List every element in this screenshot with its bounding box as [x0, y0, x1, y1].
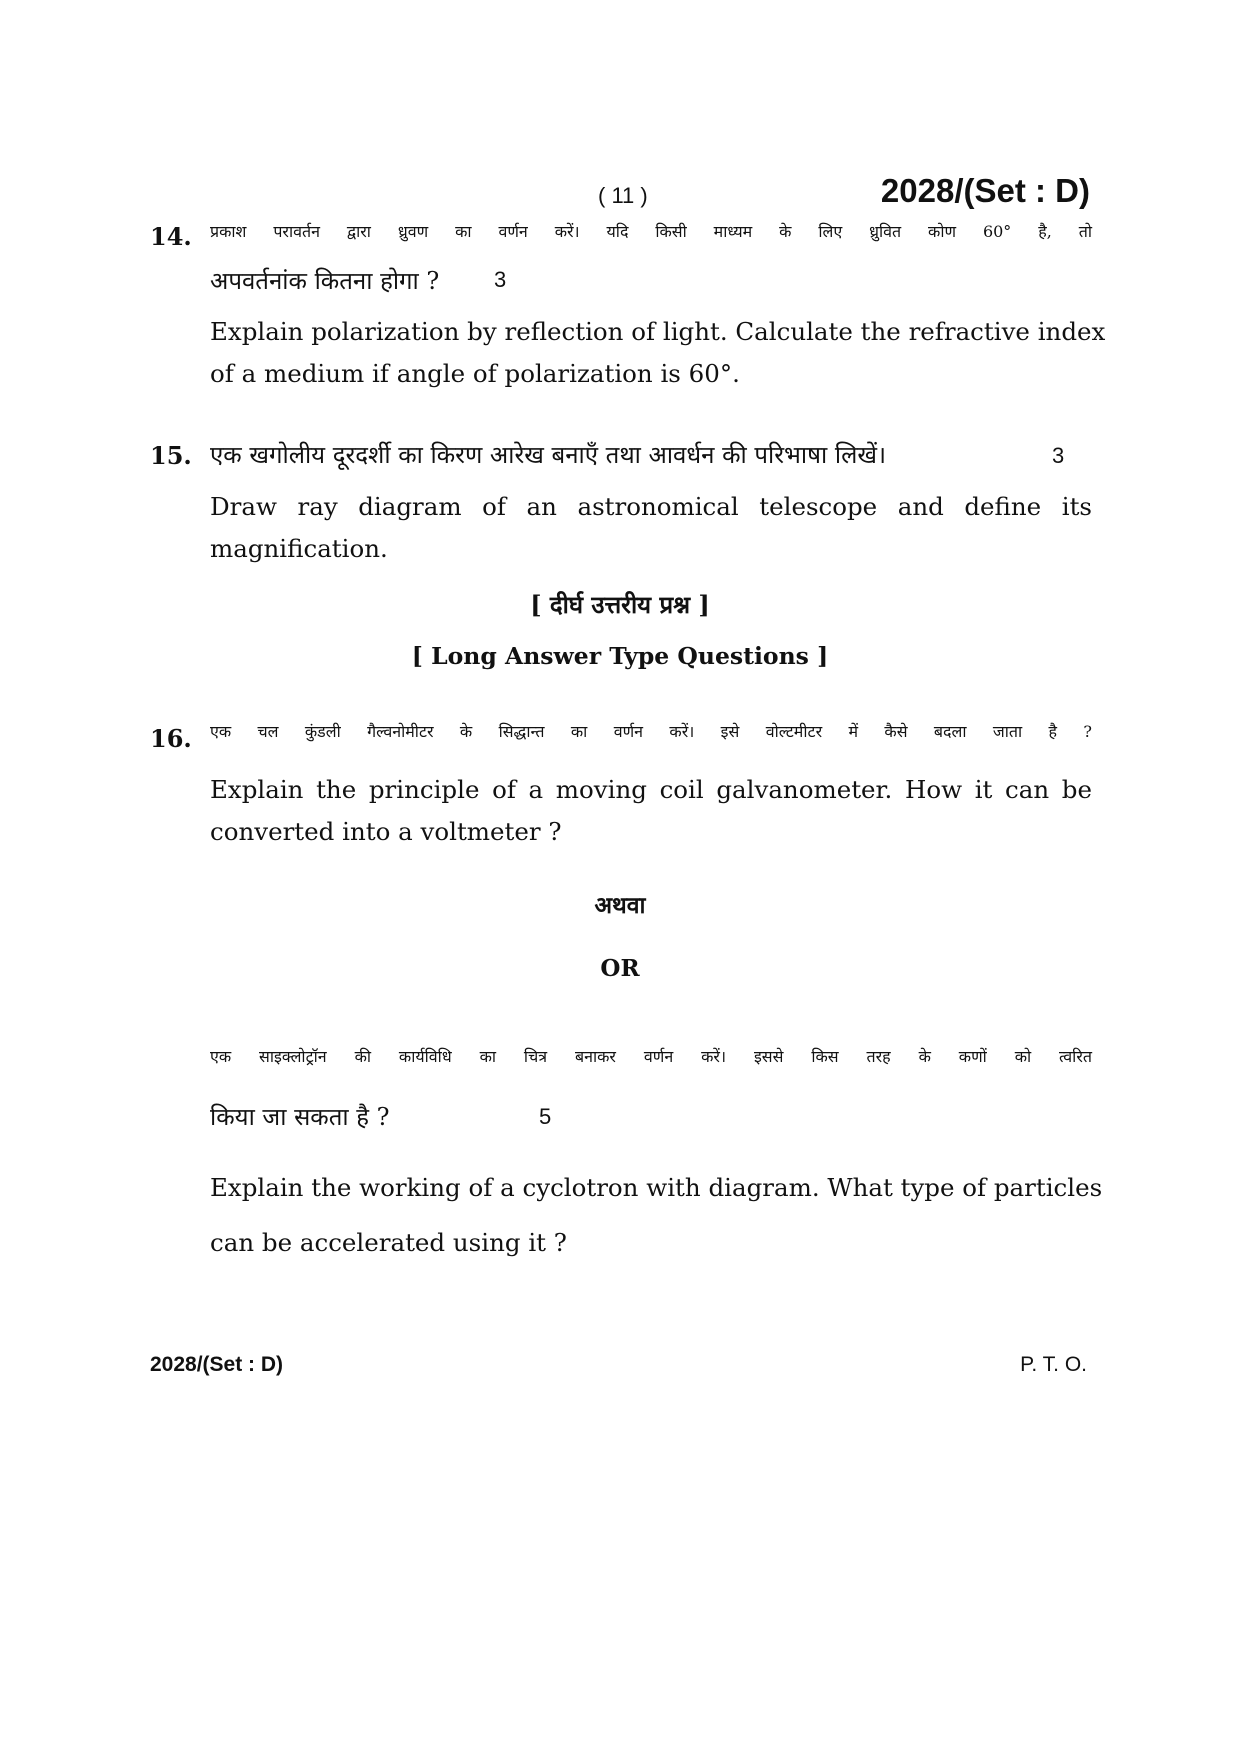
question-16-alt-marks: 5 [539, 1104, 552, 1129]
question-14-number: 14. [150, 222, 192, 251]
question-14-marks: 3 [494, 267, 507, 292]
question-16-number: 16. [150, 724, 192, 753]
question-15-english-line-1: Draw ray diagram of an astronomical telescope and define its [210, 492, 1092, 521]
question-14-hindi-line-1: प्रकाश परावर्तन द्वारा ध्रुवण का वर्णन करें। यदि किसी माध्यम के लिए ध्रुवित कोण 60° है, तो [210, 222, 1092, 241]
question-16-english-line-1: Explain the principle of a moving coil galvanometer. How it can be [210, 775, 1092, 804]
question-15-english-line-2: magnification. [210, 534, 388, 563]
question-16-alt-hindi-line-1: एक साइक्लोट्रॉन की कार्यविधि का चित्र बनाकर वर्णन करें। इससे किस तरह के कणों को त्वरित [210, 1047, 1092, 1066]
question-14-english-line-2: of a medium if angle of polarization is 60°. [210, 359, 740, 388]
question-14-english-line-1: Explain polarization by reflection of light. Calculate the refractive index [210, 317, 1106, 346]
footer-paper-code: 2028/(Set : D) [150, 1353, 284, 1376]
question-16-alt-hindi-line-2: किया जा सकता है ? [210, 1103, 390, 1131]
or-english: OR [600, 955, 640, 982]
question-16-alt-english-line-1: Explain the working of a cyclotron with diagram. What type of particles [210, 1173, 1103, 1202]
header-paper-code: 2028/(Set : D) [880, 172, 1090, 209]
or-hindi: अथवा [594, 892, 646, 919]
question-16-alt-english-line-2: can be accelerated using it ? [210, 1228, 567, 1257]
section-title-english: [ Long Answer Type Questions ] [411, 642, 829, 670]
question-14-hindi-line-2: अपवर्तनांक कितना होगा ? [210, 267, 440, 295]
footer-pto: P. T. O. [1020, 1353, 1087, 1376]
question-15-number: 15. [150, 441, 192, 470]
page-number: ( 11 ) [598, 183, 648, 208]
question-15-hindi-line-1: एक खगोलीय दूरदर्शी का किरण आरेख बनाएँ तथा आवर्धन की परिभाषा लिखें। [210, 441, 887, 469]
question-16-hindi-line-1: एक चल कुंडली गैल्वनोमीटर के सिद्धान्त का वर्णन करें। इसे वोल्टमीटर में कैसे बदला जाता है ? [210, 722, 1092, 741]
question-16-english-line-2: converted into a voltmeter ? [210, 817, 562, 846]
question-15-marks: 3 [1052, 443, 1065, 468]
section-title-hindi: [ दीर्घ उत्तरीय प्रश्न ] [530, 590, 710, 619]
